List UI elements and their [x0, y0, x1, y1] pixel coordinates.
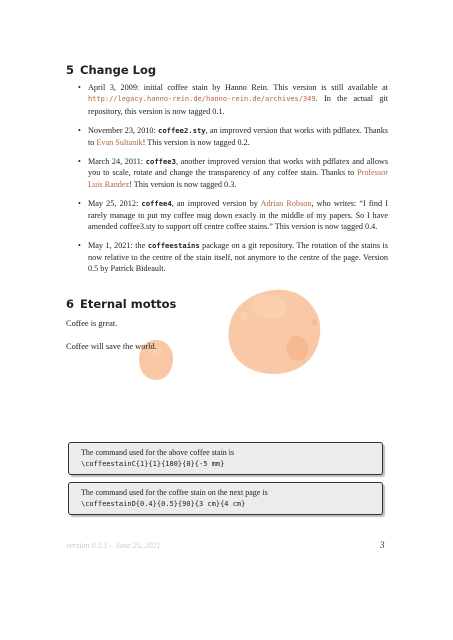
log-code: coffeestains — [147, 241, 200, 251]
log-text: , who writes: “I find I rarely manage to put my coffee mug down exacly in the middle of my papers. So I have amended coffee3.sty to support off centre coffee stains.” This version is now tagged 0.4. — [88, 199, 388, 232]
motto-text: Coffee is great. — [66, 319, 118, 328]
section-heading-change-log — [66, 63, 156, 77]
section-number: 6 — [66, 297, 75, 311]
command-code: \coffeestainD{0.4}{0.5}{90}{3 cm}{4 cm} — [81, 499, 246, 508]
bullet: • — [78, 83, 81, 92]
change-log-list — [66, 82, 388, 283]
log-text: . In the actual git repository, this version is now tagged 0.1. — [88, 94, 388, 116]
command-caption: The command used for the coffee stain on the next page is — [81, 488, 268, 497]
command-code: \coffeestainC{1}{1}{180}{0}{-5 mm} — [81, 459, 225, 468]
command-box — [68, 482, 383, 515]
log-text: ! This version is now tagged 0.3. — [129, 179, 237, 189]
motto-text: Coffee will save the world. — [66, 342, 157, 351]
list-item — [66, 156, 388, 190]
log-text: ! This version is now tagged 0.2. — [142, 137, 250, 147]
list-item — [66, 82, 388, 117]
log-date: April 3, 2009: — [88, 83, 140, 92]
log-text: initial coffee stain by Hanno Rein. This version is still available at — [143, 83, 389, 92]
list-item — [66, 198, 388, 232]
section-number: 5 — [66, 63, 75, 77]
log-text: , an improved version that works with pdflatex. Thanks to — [88, 126, 388, 147]
bullet: • — [78, 241, 81, 251]
log-date: May 1, 2021: the — [88, 241, 146, 251]
command-caption: The command used for the above coffee stain is — [81, 448, 235, 457]
section-title: Eternal mottos — [80, 297, 177, 311]
section-heading-eternal-mottos — [66, 297, 176, 311]
log-code: coffee3 — [145, 157, 176, 167]
section-title: Change Log — [80, 63, 157, 77]
archive-link[interactable]: http://legacy.hanno-rein.de/hanno-rein.de/archives/349 — [88, 95, 316, 104]
page-number: 3 — [380, 540, 385, 550]
log-text: package on a git repository. The rotation of the stains is now relative to the centre of the stain itself, not anymore to the centre of the page. Version 0.5 by Patrick Bideault. — [88, 241, 388, 274]
contributor-link[interactable]: Evan Sultanik — [96, 137, 143, 147]
list-item — [66, 125, 388, 148]
bullet: • — [78, 157, 81, 167]
command-box — [68, 442, 383, 475]
coffee-stain-large — [224, 286, 324, 376]
log-text: , another improved version that works with pdflatex and allows you to scale, rotate and change the transparency of any coffee stain. Thanks to — [88, 157, 389, 178]
footer-version: version 0.5.1 – June 25, 2021 — [66, 541, 161, 550]
log-text: , an improved version by — [171, 199, 258, 209]
log-date: May 25, 2012: — [88, 199, 139, 209]
log-date: November 23, 2010: — [88, 126, 156, 136]
bullet: • — [78, 199, 81, 209]
contributor-link[interactable]: Professor Luis Randez — [88, 168, 388, 189]
log-date: March 24, 2011: — [88, 157, 144, 167]
log-code: coffee2.sty — [158, 126, 206, 136]
contributor-link[interactable]: Adrian Robson — [260, 199, 312, 209]
list-item — [66, 240, 388, 274]
bullet: • — [78, 126, 81, 136]
log-code: coffee4 — [141, 199, 172, 209]
